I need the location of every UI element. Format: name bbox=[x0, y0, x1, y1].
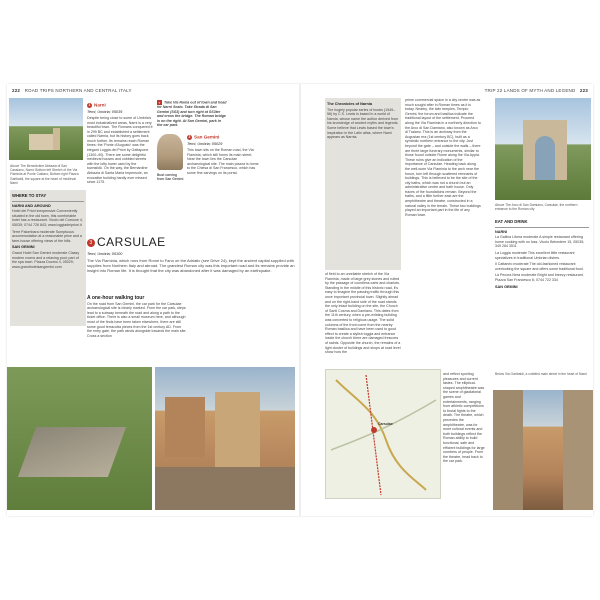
walking-tour-col1 bbox=[87, 294, 187, 359]
left-header-text: ROAD TRIPS NORTHERN AND CENTRAL ITALY bbox=[24, 88, 132, 93]
photo-caption-bottom-right: Below Via Garibaldi, a cobbled main street in the heart of Narni bbox=[495, 372, 587, 376]
right-page-header bbox=[485, 88, 588, 93]
stay-entry: Grand Hotel San Gemini moderate Classy modern rooms and a relaxing pool; part of the spa town. Piazza Duomo 4, 05029; www.grandhotelsangemini.com bbox=[12, 250, 80, 269]
narnia-sidebar bbox=[325, 98, 401, 270]
carsulae-map bbox=[325, 369, 441, 499]
san-gemini-title: San Gemini bbox=[194, 134, 220, 140]
book-spread bbox=[7, 84, 593, 516]
carsulae-intro-body: The Via Flaminia, which runs from Rome to Fano on the Adriatic (see Drive 24), kept the ancient capital supplied with supplies from Northern Italy and abroad. The grandest Roman city was this important road and its remains provide an insight into Roman life. It is thought that the city was abandoned after it was damaged by an earthquake. bbox=[87, 257, 295, 273]
eat-entry: La Gallina Libera moderate A simple restaurant offering home cooking with no fuss. Vicolo Belvedere 15, 05035; 349 284 3511 bbox=[495, 235, 585, 249]
walking-tour-heading: A one-hour walking tour bbox=[87, 295, 145, 301]
photo-piazza-garibaldi bbox=[155, 367, 295, 510]
bust-caption: Bust carving from San Gemini bbox=[157, 173, 184, 182]
photo-caption-top-left: Above The Benedictine Abbazia di San Cassiano, Narni; Bottom left Stretch of the Via Flaminia at Ponte Caldaro; Bottom right Piazza Garibaldi, the square at the heart of medieval Narni bbox=[10, 164, 79, 185]
san-gemini-body: This town sits on the Roman road, the Via Flaminia, which still forms its main street. Near the town lies the Carsulae archaeological site. The main piazza is home to the Chiesa di San Francesco, which has some fine carvings on its portal. bbox=[187, 147, 259, 175]
narnia-sidebar-body: The hugely popular series of books (1949–56) by C.S. Lewis is based in a world of Narnia, whose name the author derived from his knowledge of ancient myths and legends. Some believe that Lewis based the town's inspiration in the Latin atlas, where Narni appears as Narnia. bbox=[327, 107, 399, 140]
map-svg bbox=[326, 370, 440, 498]
carsulae-intro bbox=[87, 250, 295, 290]
carsulae-title: 3 CARSULAE bbox=[87, 235, 166, 249]
where-to-stay-heading: WHERE TO STAY bbox=[12, 193, 47, 198]
left-page-number: 222 bbox=[12, 88, 21, 93]
walking-tour-body: On the road from San Gemini, the car park for the Carsulae archaeological site is clearly marked. From the car park, steps lead to a subway beneath the road and along a path to the ticket office. There is also a small museum here, and although most of the finds have been taken elsewhere, there are still some good terracotta pieces from the 1st century AD. From the entry gate, the path winds alongside towards the main site. Cross a section bbox=[87, 301, 187, 338]
carsulae-subtitle: Terni, Umbria; 05100 bbox=[87, 252, 123, 256]
eat-and-drink bbox=[495, 218, 589, 368]
right-page-number: 223 bbox=[579, 88, 588, 93]
eat-drink-sub: NARNI bbox=[495, 229, 508, 234]
eat-entry: La Pecora Nera moderate Bright and breezy restaurant. Piazza San Francesco 6; 0744 722 334 bbox=[495, 273, 584, 282]
where-to-stay-box bbox=[10, 190, 86, 326]
circle-2-icon: 2 bbox=[188, 135, 191, 139]
left-page-header bbox=[12, 88, 132, 93]
photo-abbazia bbox=[9, 98, 83, 160]
right-header-text: TRIP 22 LANDS OF MYTH AND LEGEND bbox=[484, 88, 576, 93]
eat-entry: La Loggia moderate This excellent little restaurant specializes in traditional Umbrian dishes. bbox=[495, 250, 575, 260]
eat-drink-heading: EAT AND DRINK bbox=[495, 219, 528, 224]
right-col1-text: of field to an unreliable stretch of the Via Flaminia, made of large grey stones and rutted by the passage of countless carts and chariots. Standing in the middle of this historic road, it's easy to imagine the passing traffic through this once important provincial town. Slightly ahead and on the right-hand side of the road stands the only intact building on the site, the Church of Santi Cosma and Damiano. This dates from the 11th century, when a pre-existing building was converted to religious usage. The solid columns of the front come from the nearby Roman basilica and have been used to good effect to create a stylish loggia and entrance inside the church there are damaged frescoes of saints. Opposite the church, the remains of a light cluster of buildings and shops at road level show how the bbox=[325, 272, 401, 355]
map-label: Carsulae bbox=[378, 422, 393, 426]
car-icon: ▪ bbox=[158, 100, 161, 105]
photo-bust bbox=[157, 134, 183, 170]
stay-sub-san-gemini: SAN GEMINI bbox=[12, 245, 35, 250]
photo-caption-top-right: Above The Arco di San Damiano, Carsulae, the northern entrance to the Roman city bbox=[495, 203, 578, 212]
san-gemini-section bbox=[187, 132, 259, 252]
photo-via-garibaldi bbox=[493, 390, 593, 510]
right-col4-text bbox=[443, 372, 485, 496]
photo-arco-san-damiano bbox=[495, 98, 591, 200]
circle-1-icon: 1 bbox=[88, 103, 91, 107]
narni-subtitle: Terni, Umbria; 05035 bbox=[87, 110, 123, 115]
eat-entry: Il Cattaneo moderate The old-fashioned restaurant overlooking the square and offers some traditional food. bbox=[495, 262, 584, 271]
narni-body: Despite being close to some of Umbria's most industrialized areas, Narni is a very beautiful town. The Romans conquered it in 299 BC and established a settlement called Narnia, but its history goes back much further. Its remains reach Roman times: the 'Ponte d'Augusto' was the elegant Loggia dei Priori by Gattapone (1300–90). There are some delightful medieval houses and cobbled streets with the lofty tower used by the townsfolk. On the way, the Bernardine Abbazia di Santa Maria Impensole, an evocative building hardly ever missed since 1175. bbox=[87, 115, 153, 185]
eat-sub-san-gemini: SAN GEMINI bbox=[495, 284, 518, 289]
narnia-sidebar-title: The Chronicles of Narnia bbox=[327, 102, 372, 106]
where-to-stay-sub: NARNI AND AROUND bbox=[12, 203, 51, 208]
right-col2-text: prime commercial space in a city centre was as much sought after in Roman times as it is today. Nearby, the twin temples, Tempio Gemini, the forum and basilica indicate the traditional layout of the settlement. Proceed along the Via Flaminia in a northerly direction to the Arco di San Damiano, also known as Arco di Traiano. This is an archway from the Augustan era (1st century BC), built as a symbolic northern entrance to the city. Just beyond the gate – and outside the walls – there are three large funerary monuments, similar to those found outside Rome along the Via Appia. These ruins give an indication of the importance of Carsulae. Heading back along the well-worn Via Flaminia to the arch near the forum, turn left through scattered remnants of buildings. This is believed to be the site of the city baths, which was not a church but an administrative centre and bath house. Only traces of the foundations remain. Beyond the baths, and a little further east are the amphitheatre and theatre, constructed in a natural valley in the terrain. These two buildings played an important part in the life of any Roman town. bbox=[405, 98, 481, 217]
photo-via-flaminia bbox=[7, 367, 152, 510]
page-fold bbox=[299, 84, 301, 516]
san-gemini-directions: ▪ Take Via Roma out of town and head for Narni Scalo. Take Strada di San Gemini (SS3) and turn right at SS3ter and cross the bridge. The Roman bridge is on the right. At San Gemini, park in the car park. bbox=[157, 100, 227, 128]
stay-entry: Terre Palombara moderate Sumptuous accommodation at a reasonable price and a farm-house offering views of the hills. bbox=[12, 229, 82, 243]
circle-3-icon: 3 bbox=[87, 239, 95, 247]
san-gemini-subtitle: Terni, Umbria; 05029 bbox=[187, 142, 223, 147]
col4-body: and reflect sporting pleasures and current tastes. The elliptical-shaped amphitheatre was the scene of gladiatorial games and entertainments, ranging from athletic competitions to brutal fights to the death. The theatre, which precedes the amphitheatre, was for more cultural events and both buildings reflect the Roman ability to build functional, safe and efficient buildings for large numbers of people. From the theatre, head back to the car park. bbox=[443, 372, 485, 464]
stay-entry: Hotel dei Priori inexpensive Conveniently situated in the old town, this comfortable hotel has a restaurant. Vicolo del Comune 4, 05035; 0744 726 843; www.loggiadeipriori.it bbox=[12, 209, 83, 227]
narni-title: Narni bbox=[94, 102, 106, 108]
